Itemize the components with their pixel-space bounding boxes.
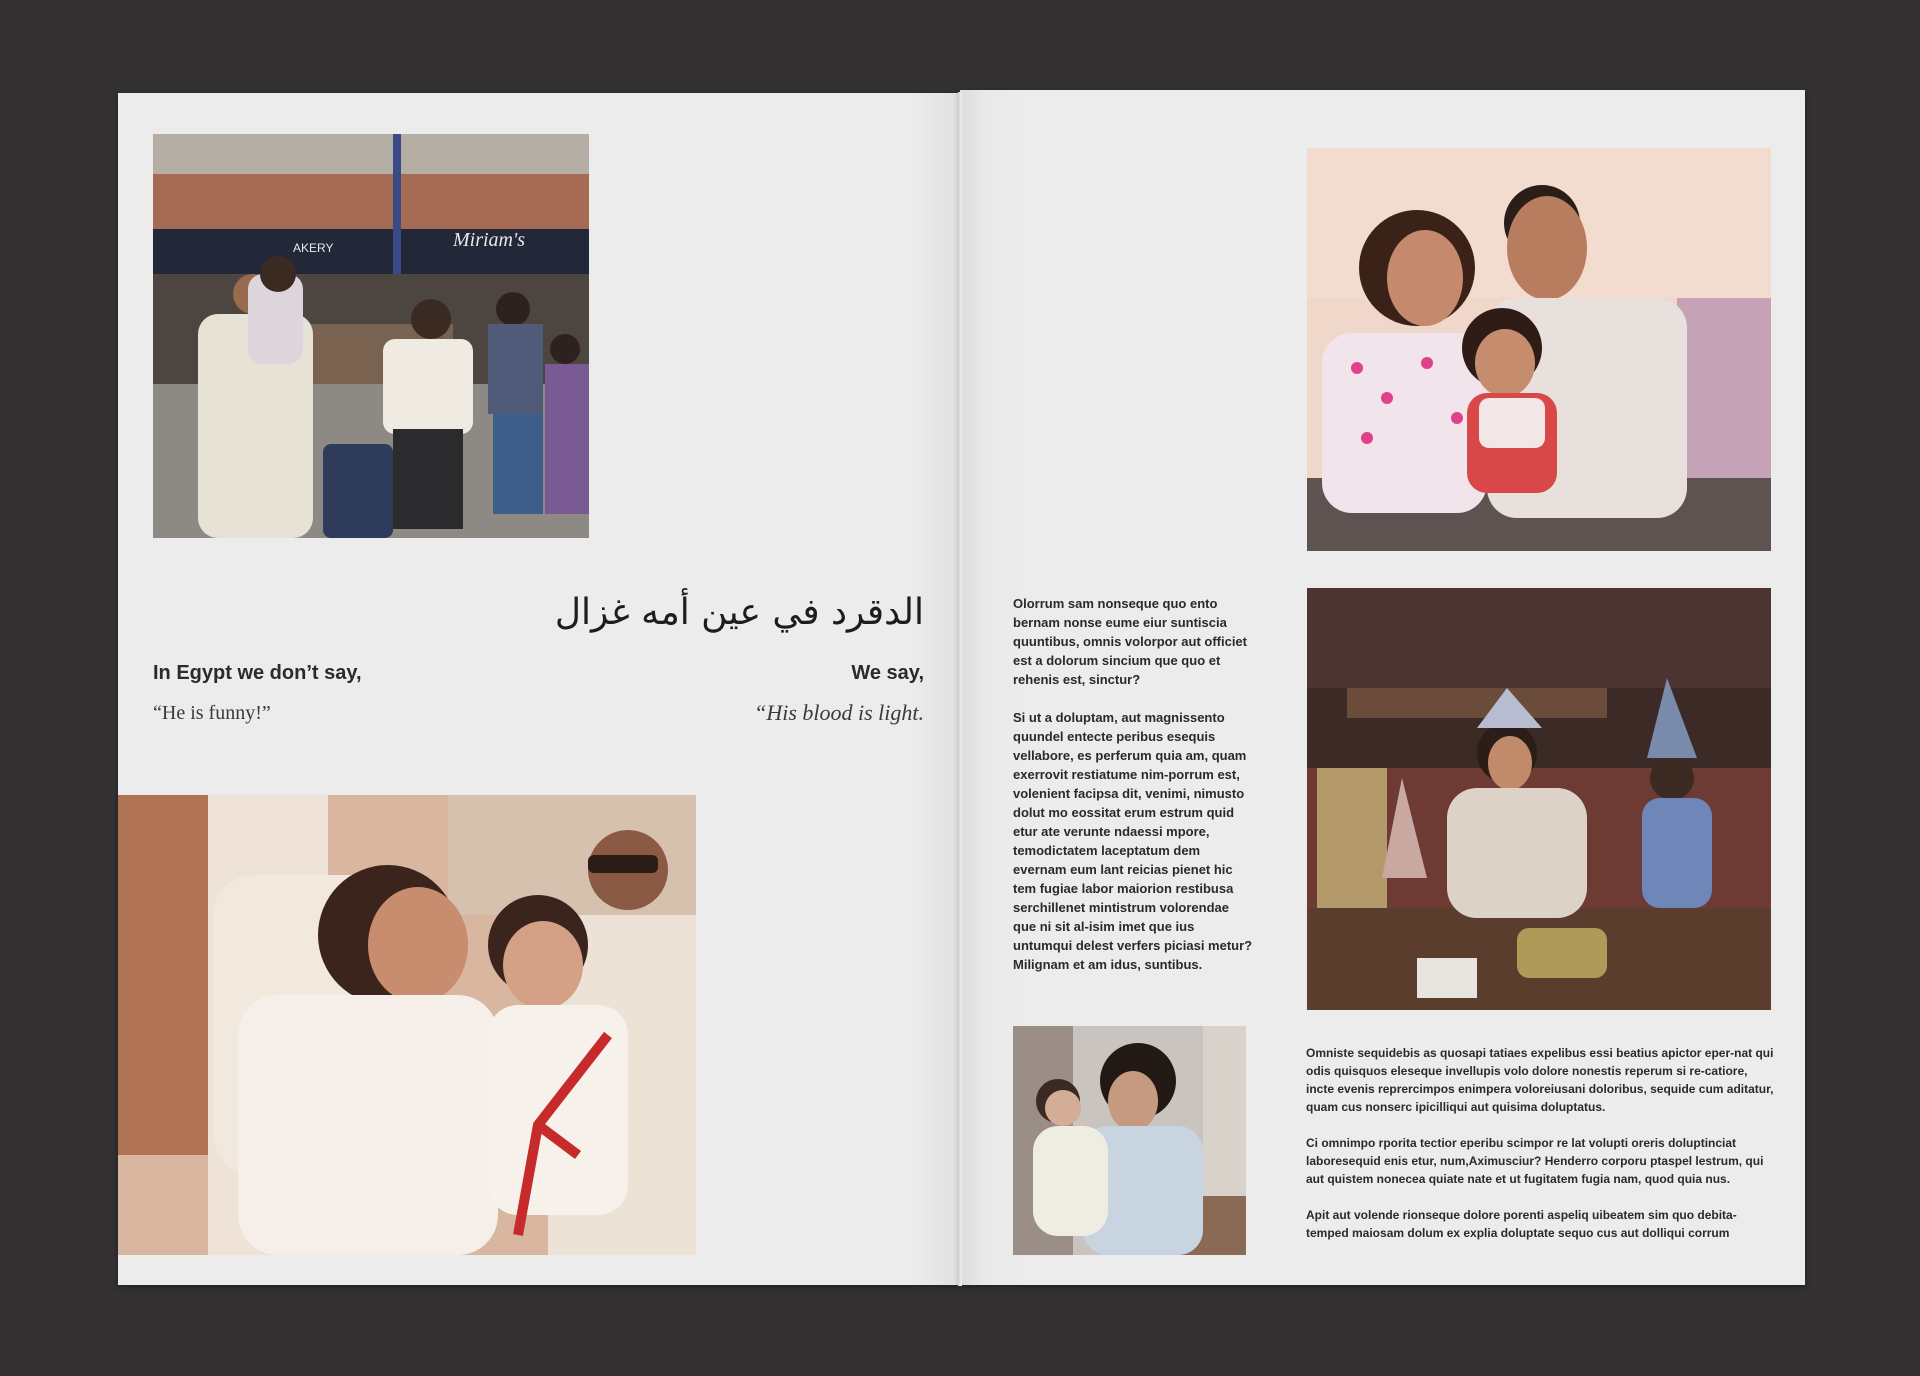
paragraph: Ci omnimpo rporita tectior eperibu scimpor re lat volupti oreris doluptinciat laboresequid enis etur, num,Aximusciur? Henderro corporu ptaspel lestrum, qui aut quistem nonecea quiate nate et ut fugitatem fugia nam, quod quia nus. — [1306, 1136, 1764, 1186]
right-quote: “His blood is light. — [754, 700, 924, 725]
mother-baby-grandfather-photo — [118, 795, 696, 1255]
paragraph: Apit aut volende rionseque dolore porenti aspeliq uibeatem sim quo debita-temped maiosam dolum ex explia doluptate sequo cus aut dolliqui corrum — [1306, 1208, 1737, 1240]
bakery-sign-text-2: AKERY — [293, 241, 334, 255]
paragraph: Olorrum sam nonseque quo ento bernam nonse eume eiur suntiscia quuntibus, omnis volorpor aut officiet est a dolorum sincium que quo et rehenis est, sinctur? — [1013, 596, 1247, 687]
body-column-a — [1013, 594, 1253, 993]
bakery-sign-text: Miriam's — [453, 229, 526, 251]
paragraph: Omniste sequidebis as quosapi tatiaes expelibus essi beatius apictor eper-nat qui odis quisquos eleseque invellupis volo dolore nonestis reperum si re-catiore, incte evenis reprercimpos enimpera voloreiusani doloribus, sequide cum aditatur, quam cus nonserc ipicilliqui aut quisima doluptatus. — [1306, 1046, 1774, 1114]
paragraph: Si ut a doluptam, aut magnissento quundel entecte peribus esequis vellabore, es perferum quia am, quam exerrovit restiatume nim-porrum est, volenient facipsa dit, venimi, nimusto dolut mo eossitat erum estrum quid etur ate verunte ndaessi mpore, temodictatem laceptatum dem evernam eum lant reicias pienet hic tem fugiae labor maiorion restibusa serchillenet mintistrum volorendae que ni sit al-isim imet que ius untumqui delest verfers piciasi metur? Milignam et am idus, suntibus. — [1013, 710, 1253, 972]
spine-gutter — [958, 92, 962, 1286]
street-family-photo — [153, 134, 589, 538]
left-quote: “He is funny!” — [153, 702, 271, 724]
left-label: In Egypt we don’t say, — [153, 662, 362, 684]
body-column-b — [1306, 1044, 1774, 1260]
birthday-party-photo — [1307, 588, 1771, 1010]
arabic-heading: الدقرد في عين أمه غزال — [554, 592, 924, 633]
right-label: We say, — [851, 662, 924, 684]
mother-infant-photo — [1013, 1026, 1246, 1255]
family-portrait-photo — [1307, 148, 1771, 551]
